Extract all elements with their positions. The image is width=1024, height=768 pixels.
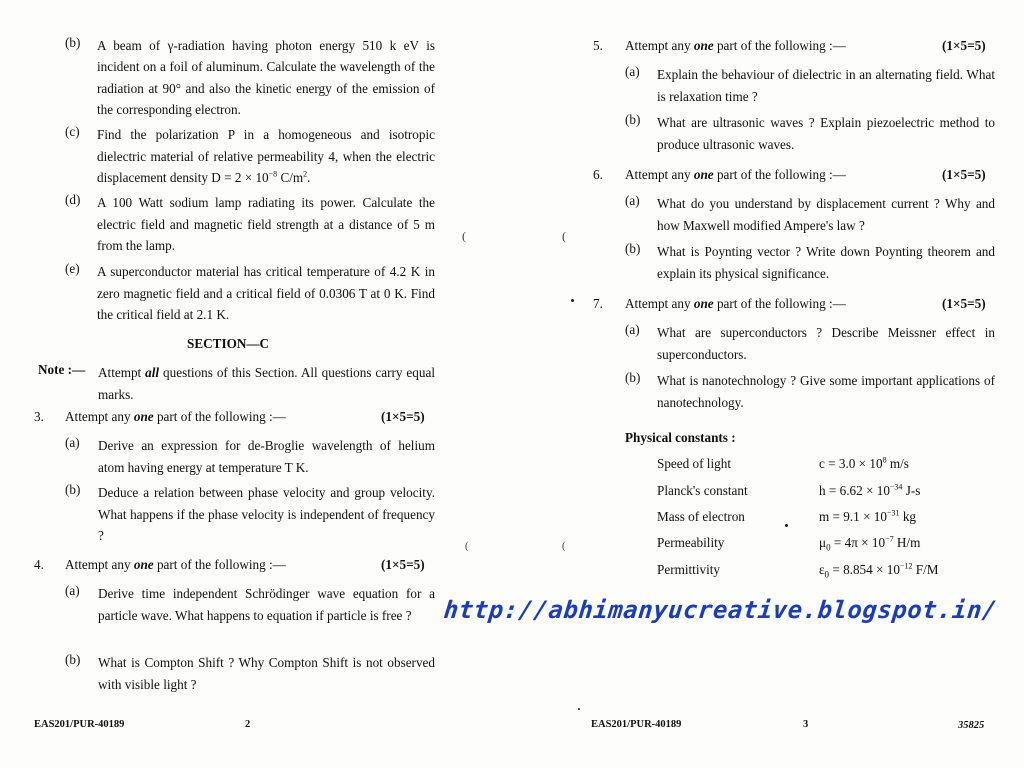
scan-dot — [785, 524, 788, 527]
q2c-label: (c) — [65, 124, 80, 139]
scan-mark: ( — [562, 541, 566, 552]
serial-number: 35825 — [958, 720, 985, 731]
constant-value: $m = 9.1 \times 10^{-31}$ kg — [819, 508, 916, 524]
q3a-label: (a) — [65, 435, 80, 450]
constant-name: Speed of light — [657, 456, 731, 471]
q3-marks: (1×5=5) — [381, 409, 425, 424]
q4-marks: (1×5=5) — [381, 557, 425, 572]
q3-number: 3. — [34, 409, 44, 424]
scan-mark: ( — [465, 541, 469, 552]
q2e-label: (e) — [65, 261, 80, 276]
q2c-text: Find the polarization P in a homogeneous and isotropic dielectric material of relative permeability 4, when the electric displacement density $D = 2 \times 10^{-8}$ $C/m^2$. — [97, 127, 435, 185]
q2e-text: A superconductor material has critical temperature of 4.2 K in zero magnetic field and a critical field of 0.0306 T at 0 K. Find the critical field at 2.1 K. — [97, 264, 435, 322]
q2d-text: A 100 Watt sodium lamp radiating its power. Calculate the electric field and magnetic field strength at a distance of 5 m from the lamp. — [97, 195, 435, 253]
constant-name: Mass of electron — [657, 509, 745, 524]
q4a-label: (a) — [65, 583, 80, 598]
right-footer-page: 3 — [803, 719, 809, 730]
q7b-label: (b) — [625, 370, 641, 385]
q4b-label: (b) — [65, 652, 81, 667]
q2b-label: (b) — [65, 35, 81, 50]
q6-marks: (1×5=5) — [942, 167, 986, 182]
q5-marks: (1×5=5) — [942, 38, 986, 53]
left-footer-page: 2 — [245, 719, 251, 730]
left-footer-code: EAS201/PUR-40189 — [34, 719, 125, 730]
q3b-text: Deduce a relation between phase velocity and group velocity. What happens if the phase velocity is independent of frequency ? — [98, 485, 435, 543]
q6a-text: What do you understand by displacement current ? Why and how Maxwell modified Ampere's law ? — [657, 196, 995, 233]
q5-number: 5. — [593, 38, 603, 53]
q7-instruction: Attempt any one part of the following :— — [625, 296, 846, 311]
scan-dot — [578, 708, 580, 710]
q7b-text: What is nanotechnology ? Give some important applications of nanotechnology. — [657, 373, 995, 410]
right-page — [512, 0, 1024, 768]
constant-value: $h = 6.62 \times 10^{-34}$ J-s — [819, 482, 921, 498]
constant-name: Permittivity — [657, 562, 721, 577]
q5b-text: What are ultrasonic waves ? Explain piezoelectric method to produce ultrasonic waves. — [657, 115, 995, 152]
q5-instruction: Attempt any one part of the following :— — [625, 38, 846, 53]
q2d-label: (d) — [65, 192, 81, 207]
q5a-label: (a) — [625, 64, 640, 79]
q5b-label: (b) — [625, 112, 641, 127]
scan-dot — [571, 299, 574, 302]
constant-value: $\mu_0 = 4\pi \times 10^{-7}$ H/m — [819, 534, 921, 553]
q7a-label: (a) — [625, 322, 640, 337]
note-text: Attempt all questions of this Section. All questions carry equal marks. — [98, 365, 435, 402]
section-c-heading: SECTION—C — [187, 336, 270, 351]
constant-name: Permeability — [657, 535, 725, 550]
q4b-text: What is Compton Shift ? Why Compton Shift is not observed with visible light ? — [98, 655, 435, 692]
q3-instruction: Attempt any one part of the following :— — [65, 409, 286, 424]
scan-mark: ( — [462, 229, 466, 243]
q6-number: 6. — [593, 167, 603, 182]
q4-number: 4. — [34, 557, 44, 572]
constants-title: Physical constants : — [625, 430, 736, 445]
constant-name: Planck's constant — [657, 483, 748, 498]
constant-value: $\varepsilon_0 = 8.854 \times 10^{-12}$ F/M — [819, 561, 939, 580]
q7-number: 7. — [593, 296, 603, 311]
constant-value: $c = 3.0 \times 10^8$ m/s — [819, 455, 909, 471]
q4a-text: Derive time independent Schrödinger wave equation for a particle wave. What happens to equation if particle is free ? — [98, 586, 435, 623]
right-footer-code: EAS201/PUR-40189 — [591, 719, 682, 730]
watermark-url: http://abhimanyucreative.blogspot.in/ — [442, 596, 999, 624]
scan-mark: ( — [562, 229, 566, 243]
q4-instruction: Attempt any one part of the following :— — [65, 557, 286, 572]
q6b-text: What is Poynting vector ? Write down Poynting theorem and explain its physical significance. — [657, 244, 995, 281]
q3a-text: Derive an expression for de-Broglie wavelength of helium atom having energy at temperature T K. — [98, 438, 435, 475]
note-label: Note :— — [38, 362, 86, 377]
q7-marks: (1×5=5) — [942, 296, 986, 311]
q5a-text: Explain the behaviour of dielectric in an alternating field. What is relaxation time ? — [657, 67, 995, 104]
q6a-label: (a) — [625, 193, 640, 208]
q3b-label: (b) — [65, 482, 81, 497]
q6b-label: (b) — [625, 241, 641, 256]
q2b-text: A beam of γ-radiation having photon energy 510 k eV is incident on a foil of aluminum. Calculate the wavelength of the radiation at 90° and also the kinetic energy of the emission of the corresponding electron. — [97, 38, 435, 117]
q6-instruction: Attempt any one part of the following :— — [625, 167, 846, 182]
q7a-text: What are superconductors ? Describe Meissner effect in superconductors. — [657, 325, 995, 362]
